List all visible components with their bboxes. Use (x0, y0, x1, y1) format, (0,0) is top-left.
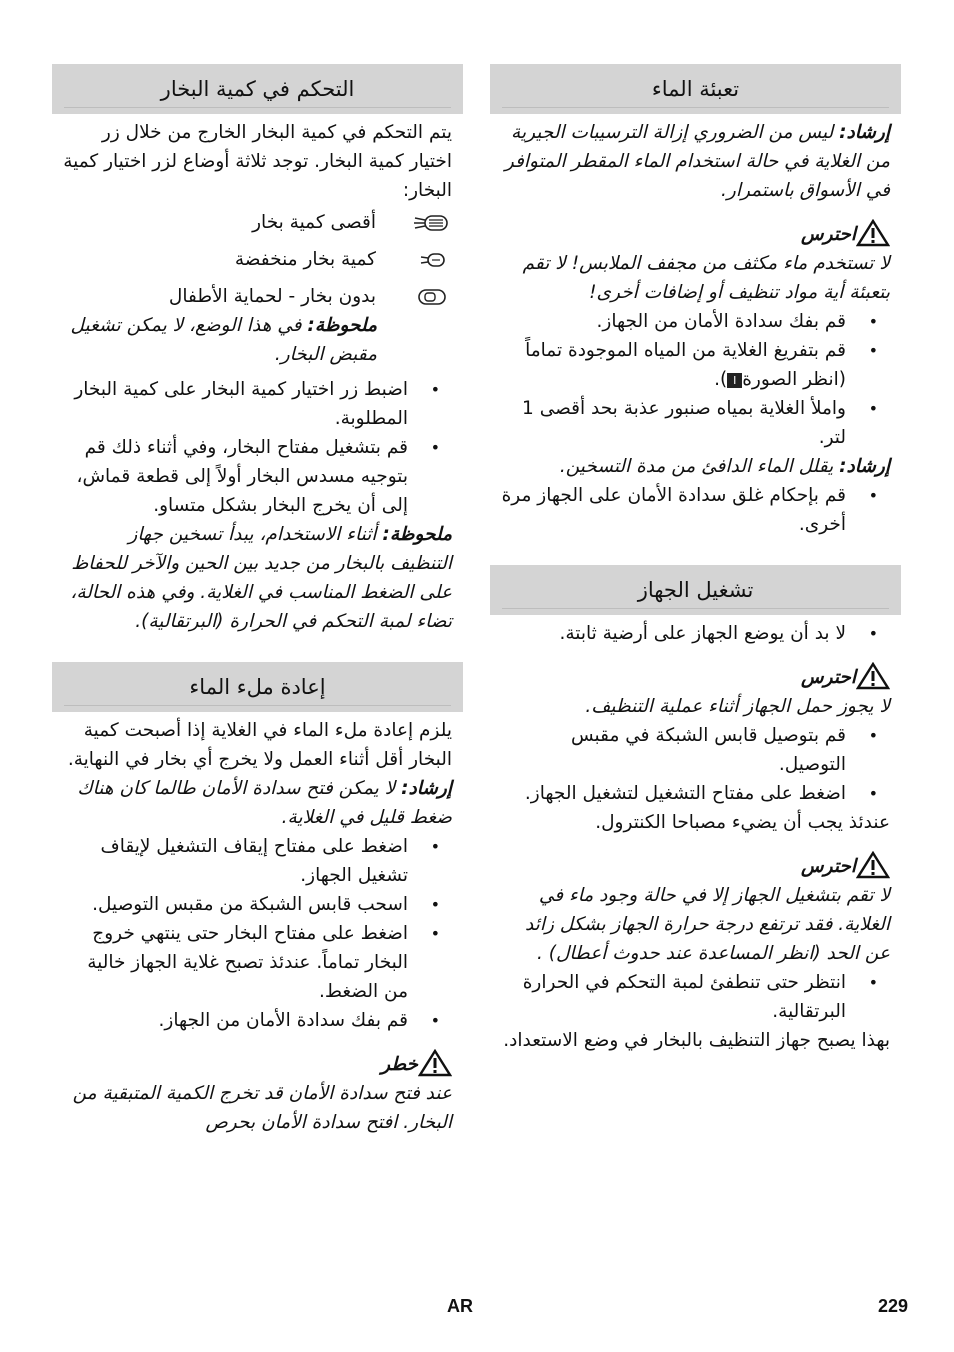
list-item-text-end: ). (714, 369, 728, 390)
max-steam-icon (412, 208, 452, 237)
list-item-text: اضبط زر اختيار كمية البخار على كمية البخار المطلوبة. (74, 379, 408, 429)
fill-steps (500, 307, 890, 452)
list-item-text: قم بتفريغ الغلاية من المياه الموجودة تماماً (انظر الصورة (525, 340, 846, 390)
list-item (500, 779, 890, 808)
list-item (500, 394, 890, 452)
mode-label: بدون بخار - لحماية الأطفال (168, 286, 376, 307)
section-title: التحكم في كمية البخار (160, 77, 355, 101)
footer-language: AR (447, 1296, 473, 1316)
list-item (62, 919, 452, 1006)
page-number: 229 (878, 1296, 909, 1316)
list-item-text: اسحب قابس الشبكة من مقبس التوصيل. (92, 894, 408, 915)
refill-steps (62, 832, 452, 1035)
hint-paragraph (62, 774, 452, 832)
list-item (500, 481, 890, 539)
section-title: إعادة ملء الماء (189, 675, 326, 699)
danger-text: عند فتح سدادة الأمان قد تخرج الكمية المتبقية من البخار. افتح سدادة الأمان بحرص (72, 1083, 452, 1133)
steam-steps (62, 375, 452, 520)
list-item-text: قم بتوصيل قابس الشبكة في مقبس التوصيل. (570, 725, 846, 775)
danger-heading (62, 1049, 452, 1079)
list-item-text: اضغط على مفتاح إيقاف التشغيل لإيقاف تشغيل الجهاز. (100, 836, 408, 886)
note-paragraph-2 (62, 520, 452, 636)
hint-text: ليس من الضروري إزالة الترسيبات الجيرية من الغلاية في حالة استخدام الماء المقطر المتوافر في الأسواق باستمرار. (504, 122, 890, 201)
hint-paragraph (500, 118, 890, 205)
hint-text: يقلل الماء الدافئ من مدة التسخين. (559, 456, 834, 477)
caution-label: احترس (801, 224, 856, 245)
list-item-text: قم بفك سدادة الأمان من الجهاز. (596, 311, 846, 332)
left-column (52, 64, 463, 1137)
mode-no-steam (62, 282, 452, 311)
section-header-fill-water (490, 64, 901, 114)
list-item (62, 890, 452, 919)
mode-label: أقصى كمية بخار (252, 212, 376, 233)
warning-triangle-icon (418, 1049, 452, 1079)
danger-label: خطر (381, 1054, 418, 1075)
list-item-text: قم بفك سدادة الأمان من الجهاز. (158, 1010, 408, 1031)
list-item-text: قم بإحكام غلق سدادة الأمان على الجهاز مرة أخرى. (501, 485, 846, 535)
caution-text: لا تقم بتشغيل الجهاز إلا في حالة وجود ماء في الغلاية. فقد ترتفع درجة حرارة الجهاز بشكل زائد عن الحد (انظر المساعدة عند حدوث أعطال) . (524, 885, 890, 964)
warning-triangle-icon (856, 851, 890, 881)
list-item-text: قم بتشغيل مفتاح البخار، وفي أثناء ذلك قم بتوجيه مسدس البخار أولاً إلى قطعة قماش، إلى أن يخرج البخار بشكل متساو. (76, 437, 408, 516)
note-text: أثناء الاستخدام، يبدأ تسخين جهاز التنظيف بالبخار من جديد بين الحين والآخر للحفاظ على الضغط المناسب في الغلاية. وفي هذه الحالة، تضاء لمبة التحكم في الحرارة (البرتقالية). (70, 524, 452, 632)
hint-text: لا يمكن فتح سدادة الأمان طالما كان هناك ضغط قليل في الغلاية. (77, 778, 452, 828)
plain-paragraph: عندئذ يجب أن يضيء مصباحا الكنترول. (595, 812, 890, 833)
list-item (62, 375, 452, 433)
mode-label: كمية بخار منخفضة (234, 249, 376, 270)
list-item (500, 968, 890, 1026)
operate-steps (500, 619, 890, 648)
section-title: تشغيل الجهاز (637, 578, 754, 602)
steam-control-body (52, 114, 463, 636)
caution-label: احترس (801, 856, 856, 877)
right-column (490, 64, 901, 1055)
note-label: ملحوظة: (382, 524, 452, 545)
section-header-operate (490, 565, 901, 615)
low-steam-icon (412, 245, 452, 274)
caution-heading (500, 851, 890, 881)
list-item-text: اضغط على مفتاح البخار حتى ينتهي خروج البخار تماماً. عندئذ تصبح غلاية الجهاز خالية من الضغط. (87, 923, 408, 1002)
operate-steps-3 (500, 968, 890, 1026)
caution-heading (500, 219, 890, 249)
plain-paragraph: يلزم إعادة ملء الماء في الغلاية إذا أصبحت كمية البخار أقل أثناء العمل ولا يخرج أي بخار في النهاية. (67, 720, 452, 770)
list-item (500, 336, 890, 394)
no-steam-child-lock-icon (412, 282, 452, 311)
list-item (500, 619, 890, 648)
list-item-text: لا بد أن يوضع الجهاز على أرضية ثابتة. (559, 623, 846, 644)
plain-paragraph: يتم التحكم في كمية البخار الخارج من خلال زر اختيار كمية البخار. توجد ثلاثة أوضاع لزر اختيار كمية البخار: (63, 122, 452, 201)
note-paragraph (62, 311, 452, 369)
list-item (500, 721, 890, 779)
list-item (62, 433, 452, 520)
refill-body (52, 712, 463, 1137)
hint-label: إرشاد: (839, 122, 890, 143)
mode-low-steam (62, 245, 452, 274)
note-label: ملحوظة: (307, 315, 377, 336)
mode-max-steam (62, 208, 452, 237)
operate-body (490, 615, 901, 1055)
section-title: تعبئة الماء (651, 77, 740, 101)
hint-paragraph-2 (500, 452, 890, 481)
list-item (500, 307, 890, 336)
caution-text: لا تستخدم ماء مكثف من مجفف الملابس! لا تقم بتعبئة أية مواد تنظيف أو إضافات أخرى! (522, 253, 890, 303)
caution-label: احترس (801, 667, 856, 688)
plain-paragraph: بهذا يصبح جهاز التنظيف بالبخار في وضع الاستعداد. (503, 1030, 890, 1051)
section-header-steam-control (52, 64, 463, 114)
list-item-text: انتظر حتى تنطفئ لمبة التحكم في الحرارة البرتقالية. (522, 972, 846, 1022)
hint-label: إرشاد: (839, 456, 890, 477)
figure-ref-icon: I (727, 373, 742, 388)
list-item (62, 832, 452, 890)
hint-label: إرشاد: (401, 778, 452, 799)
note-text: في هذا الوضع، لا يمكن تشغيل مقبض البخار. (70, 315, 377, 365)
fill-steps-2 (500, 481, 890, 539)
section-header-refill (52, 662, 463, 712)
caution-text: لا يجوز حمل الجهاز أثناء عملية التنظيف. (585, 696, 890, 717)
operate-steps-2 (500, 721, 890, 808)
list-item-text: اضغط على مفتاح التشغيل لتشغيل الجهاز. (524, 783, 846, 804)
list-item-text: واملأ الغلاية بمياه صنبور عذبة بحد أقصى 1 لتر. (522, 398, 846, 448)
caution-heading (500, 662, 890, 692)
warning-triangle-icon (856, 219, 890, 249)
warning-triangle-icon (856, 662, 890, 692)
list-item (62, 1006, 452, 1035)
fill-water-body (490, 114, 901, 539)
